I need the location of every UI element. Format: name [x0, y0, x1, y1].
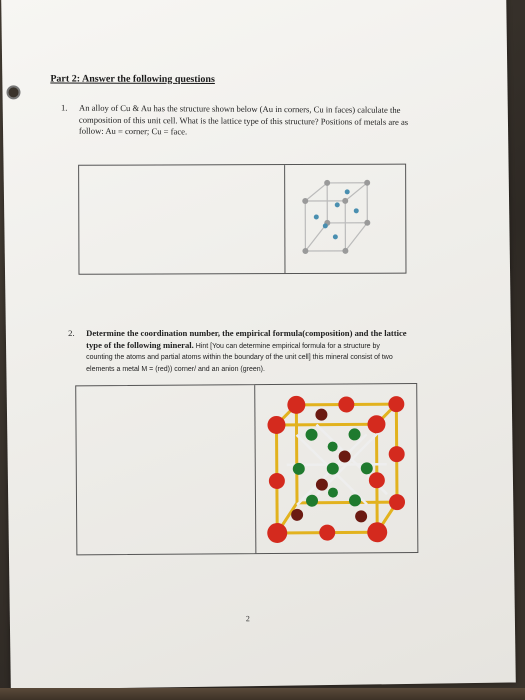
cu-au-unit-cell-diagram [285, 165, 405, 273]
question-1-line-1: An alloy of Cu & Au has the structure shown below (Au in corners, Cu in faces) calculate the [78, 102, 401, 115]
question-1 [61, 103, 461, 140]
question-1-line-3: follow: Au = corner; Cu = face. [78, 125, 188, 137]
question-1-line-2: composition of this unit cell. What is the lattice type of this structure? Positions of metals are as [78, 114, 409, 127]
mineral-unit-cell-diagram [256, 384, 417, 553]
worksheet-page [1, 0, 516, 689]
question-2 [68, 328, 468, 375]
question-1-number: 1. [60, 102, 68, 113]
section-heading: Part 2: Answer the following questions [50, 73, 215, 86]
question-2-hint-start: Hint [You can determine empirical formula for a structure by [193, 342, 380, 350]
question-2-number: 2. [68, 327, 75, 338]
question-1-answer-box [78, 164, 406, 275]
floor-background [0, 688, 525, 700]
question-2-line-2: type of the following mineral. [86, 339, 194, 350]
question-2-line-1: Determine the coordination number, the empirical formula(composition) and the lattice [86, 327, 407, 338]
page-number: 2 [245, 614, 250, 624]
question-2-line-3: counting the atoms and partial atoms within the boundary of the unit cell] this mineral consist of two [86, 353, 393, 361]
question-2-line-4: elements a metal M = (red)) corner/ and an anion (green). [86, 365, 265, 373]
question-2-answer-box [75, 383, 418, 555]
binder-hole [6, 85, 20, 99]
